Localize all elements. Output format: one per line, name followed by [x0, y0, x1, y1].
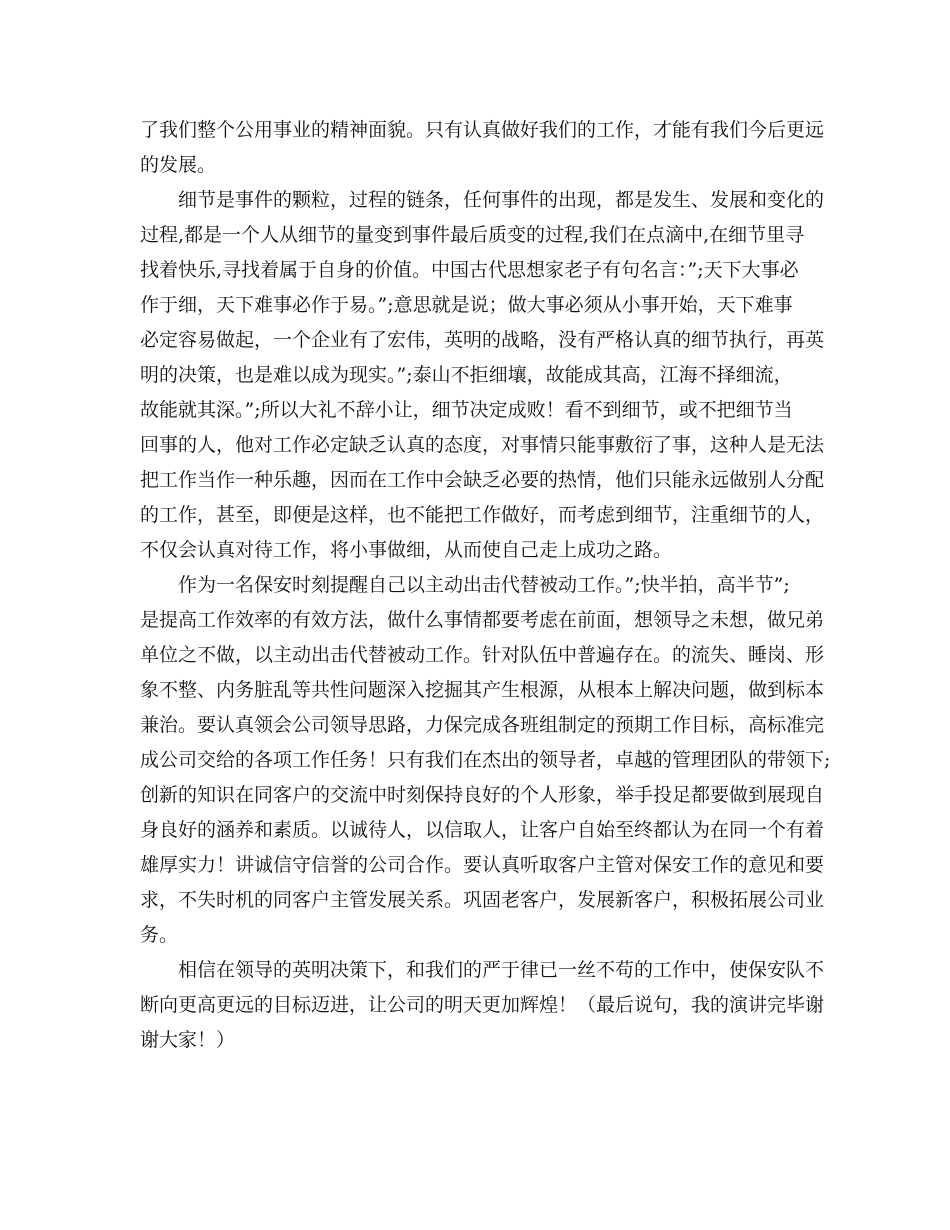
text-line: 单位之不做，以主动出击代替被动工作。针对队伍中普遍存在。的流失、睡岗、形	[140, 644, 825, 666]
text-line: 断向更高更远的目标迈进，让公司的明天更加辉煌！（最后说句，我的演讲完毕谢	[140, 994, 825, 1016]
text-line: 象不整、内务脏乱等共性问题深入挖掘其产生根源，从根本上解决问题，做到标本	[140, 679, 825, 701]
text-line: 不仅会认真对待工作，将小事做细，从而使自己走上成功之路。	[140, 539, 673, 561]
text-line: 细节是事件的颗粒，过程的链条，任何事件的出现，都是发生、发展和变化的	[178, 189, 825, 211]
text-line: 的发展。	[140, 154, 217, 176]
text-line: 作为一名保安时刻提醒自己以主动出击代替被动工作。”;快半拍，高半节”;	[178, 574, 790, 596]
text-line: 明的决策，也是难以成为现实。”;泰山不拒细壤，故能成其高，江海不择细流，	[140, 364, 793, 386]
text-line: 作于细，天下难事必作于易。”;意思就是说；做大事必须从小事开始，天下难事	[140, 294, 793, 316]
text-line: 是提高工作效率的有效方法，做什么事情都要考虑在前面，想领导之未想，做兄弟	[140, 609, 825, 631]
text-line: 创新的知识在同客户的交流中时刻保持良好的个人形象，举手投足都要做到展现自	[140, 784, 825, 806]
text-line: 相信在领导的英明决策下，和我们的严于律已一丝不苟的工作中，使保安队不	[178, 959, 825, 981]
text-line: 把工作当作一种乐趣，因而在工作中会缺乏必要的热情，他们只能永远做别人分配	[140, 469, 825, 491]
text-line: 的工作，甚至，即便是这样，也不能把工作做好，而考虑到细节，注重细节的人，	[140, 504, 825, 526]
text-line: 找着快乐,寻找着属于自身的价值。中国古代思想家老子有句名言：”;天下大事必	[140, 259, 799, 281]
text-line: 务。	[140, 924, 179, 946]
text-line: 求，不失时机的同客户主管发展关系。巩固老客户，发展新客户，积极拓展公司业	[140, 889, 825, 911]
text-line: 了我们整个公用事业的精神面貌。只有认真做好我们的工作，才能有我们今后更远	[140, 119, 825, 141]
text-line: 故能就其深。”;所以大礼不辞小让，细节决定成败！看不到细节，或不把细节当	[140, 399, 793, 421]
text-line: 成公司交给的各项工作任务！只有我们在杰出的领导者，卓越的管理团队的带领下;	[140, 749, 831, 771]
text-line: 谢大家！）	[140, 1029, 236, 1051]
text-line: 过程,都是一个人从细节的量变到事件最后质变的过程,我们在点滴中,在细节里寻	[140, 224, 805, 246]
text-line: 雄厚实力！讲诚信守信誉的公司合作。要认真听取客户主管对保安工作的意见和要	[140, 854, 825, 876]
text-line: 兼治。要认真领会公司领导思路，力保完成各班组制定的预期工作目标，高标准完	[140, 714, 825, 736]
text-line: 回事的人，他对工作必定缺乏认真的态度，对事情只能事敷衍了事，这种人是无法	[140, 434, 825, 456]
text-line: 身良好的涵养和素质。以诚待人，以信取人，让客户自始至终都认为在同一个有着	[140, 819, 825, 841]
text-line: 必定容易做起，一个企业有了宏伟，英明的战略，没有严格认真的细节执行，再英	[140, 329, 825, 351]
